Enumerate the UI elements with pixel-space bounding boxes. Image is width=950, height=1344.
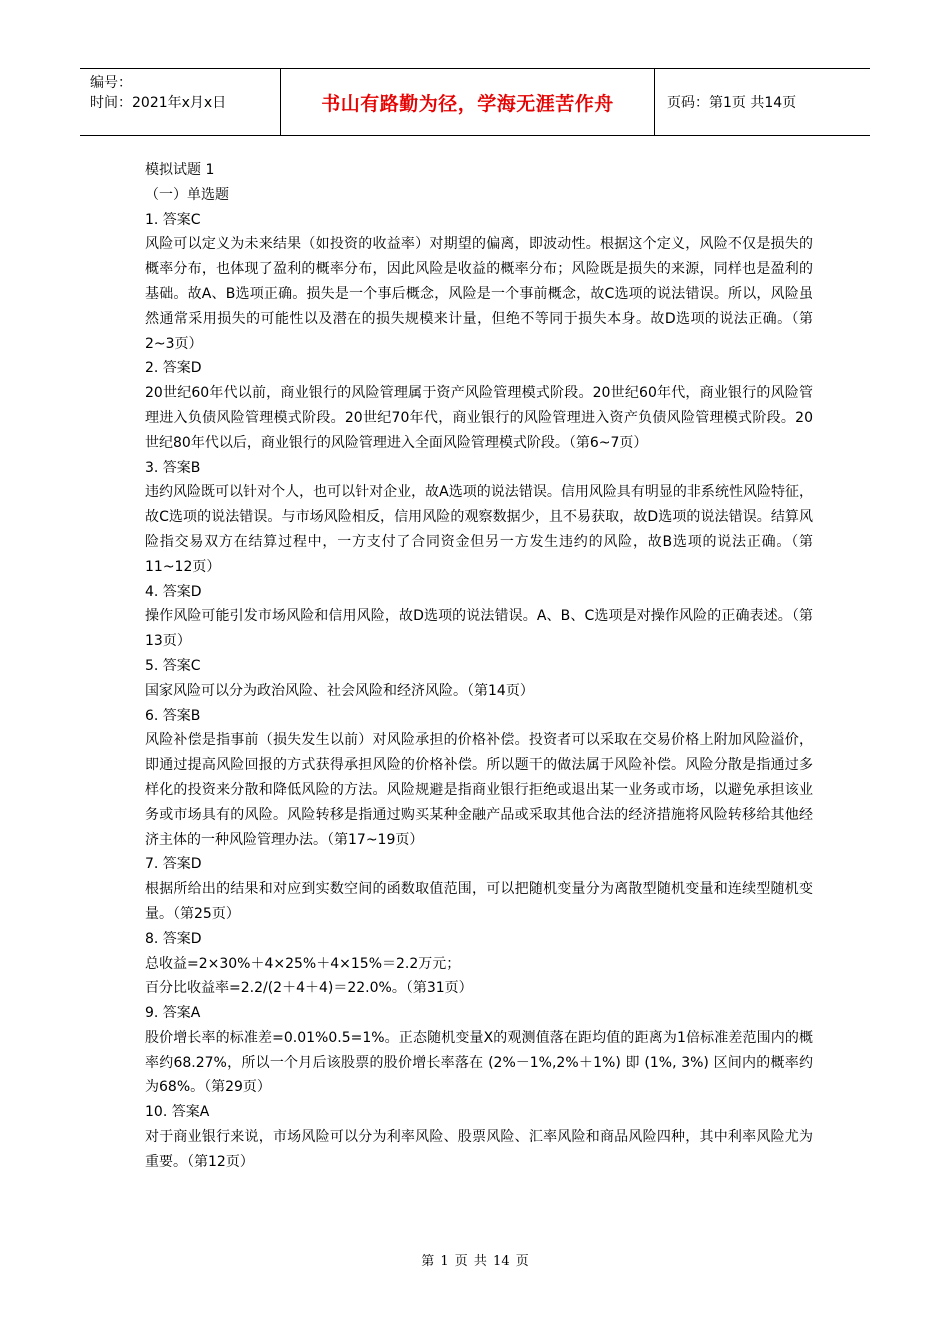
answer-heading: 3. 答案B [145, 459, 201, 476]
header-page-cell [655, 69, 870, 135]
answer-explanation: 违约风险既可以针对个人，也可以针对企业，故A选项的说法错误。信用风险具有明显的非系统性风险特征，故C选项的说法错误。与市场风险相反，信用风险的观察数据少，且不易获取，故D选项的说法错误。结算风险指交易双方在结算过程中，一方支付了合同资金但另一方发生违约的风险，故B选项的说法正确。（第11~12页） [145, 484, 813, 575]
header-motto: 书山有路勤为径，学海无涯苦作舟 [321, 92, 614, 115]
answer-explanation: 操作风险可能引发市场风险和信用风险，故D选项的说法错误。A、B、C选项是对操作风险的正确表述。（第13页） [145, 608, 813, 650]
document-number-label: 编号： [90, 75, 132, 91]
section-heading: （一）单选题 [145, 186, 229, 203]
answer-explanation: 总收益=2×30%＋4×25%＋4×15%＝2.2万元； 百分比收益率=2.2/(2＋4＋4)＝22.0%。（第31页） [145, 955, 473, 997]
answer-heading: 4. 答案D [145, 583, 202, 600]
answer-heading: 8. 答案D [145, 930, 202, 947]
answer-explanation: 根据所给出的结果和对应到实数空间的函数取值范围，可以把随机变量分为离散型随机变量和连续型随机变量。（第25页） [145, 881, 813, 922]
answer-explanation: 风险可以定义为未来结果（如投资的收益率）对期望的偏离，即波动性。根据这个定义，风险不仅是损失的概率分布，也体现了盈利的概率分布，因此风险是收益的概率分布；风险既是损失的来源，同样也是盈利的基础。故A、B选项正确。损失是一个事后概念，风险是一个事前概念，故C选项的说法错误。所以，风险虽然通常采用损失的可能性以及潜在的损失规模来计量，但绝不等同于损失本身。故D选项的说法正确。（第2~3页） [145, 236, 813, 352]
page-header [80, 68, 870, 136]
answer-heading: 6. 答案B [145, 707, 201, 724]
answer-heading: 2. 答案D [145, 360, 202, 377]
answer-heading: 9. 答案A [145, 1005, 201, 1022]
document-date-label: 时间：2021年x月x日 [90, 95, 227, 111]
answer-explanation: 20世纪60年代以前，商业银行的风险管理属于资产风险管理模式阶段。20世纪60年代，商业银行的风险管理进入负债风险管理模式阶段。20世纪70年代，商业银行的风险管理进入资产负债风险管理模式阶段。20世纪80年代以后，商业银行的风险管理进入全面风险管理模式阶段。（第6~7页） [145, 385, 813, 451]
document-title: 模拟试题 1 [145, 162, 215, 178]
document-body [145, 158, 813, 1175]
answer-explanation: 对于商业银行来说，市场风险可以分为利率风险、股票风险、汇率风险和商品风险四种，其中利率风险尤为重要。（第12页） [145, 1129, 813, 1170]
answer-explanation: 股价增长率的标准差=0.01%0.5=1%。正态随机变量X的观测值落在距均值的距离为1倍标准差范围内的概率约68.27%，所以一个月后该股票的股价增长率落在 (2%－1%,2%＋1%) 即 (1%, 3%) 区间内的概率约为68%。（第29页） [145, 1029, 813, 1096]
header-motto-cell [281, 69, 655, 135]
header-info-cell [80, 69, 281, 135]
answer-explanation: 风险补偿是指事前（损失发生以前）对风险承担的价格补偿。投资者可以采取在交易价格上附加风险溢价，即通过提高风险回报的方式获得承担风险的价格补偿。所以题干的做法属于风险补偿。风险分散是指通过多样化的投资来分散和降低风险的方法。风险规避是指商业银行拒绝或退出某一业务或市场，以避免承担该业务或市场具有的风险。风险转移是指通过购买某种金融产品或采取其他合法的经济措施将风险转移给其他经济主体的一种风险管理办法。（第17~19页） [145, 732, 813, 848]
answer-heading: 5. 答案C [145, 657, 201, 674]
answer-heading: 10. 答案A [145, 1104, 210, 1121]
answer-heading: 7. 答案D [145, 856, 202, 873]
page-footer: 第 1 页 共 14 页 [421, 1254, 529, 1269]
header-page-number: 页码：第1页 共14页 [667, 95, 797, 111]
answer-explanation: 国家风险可以分为政治风险、社会风险和经济风险。（第14页） [145, 682, 534, 699]
answer-heading: 1. 答案C [145, 211, 201, 228]
